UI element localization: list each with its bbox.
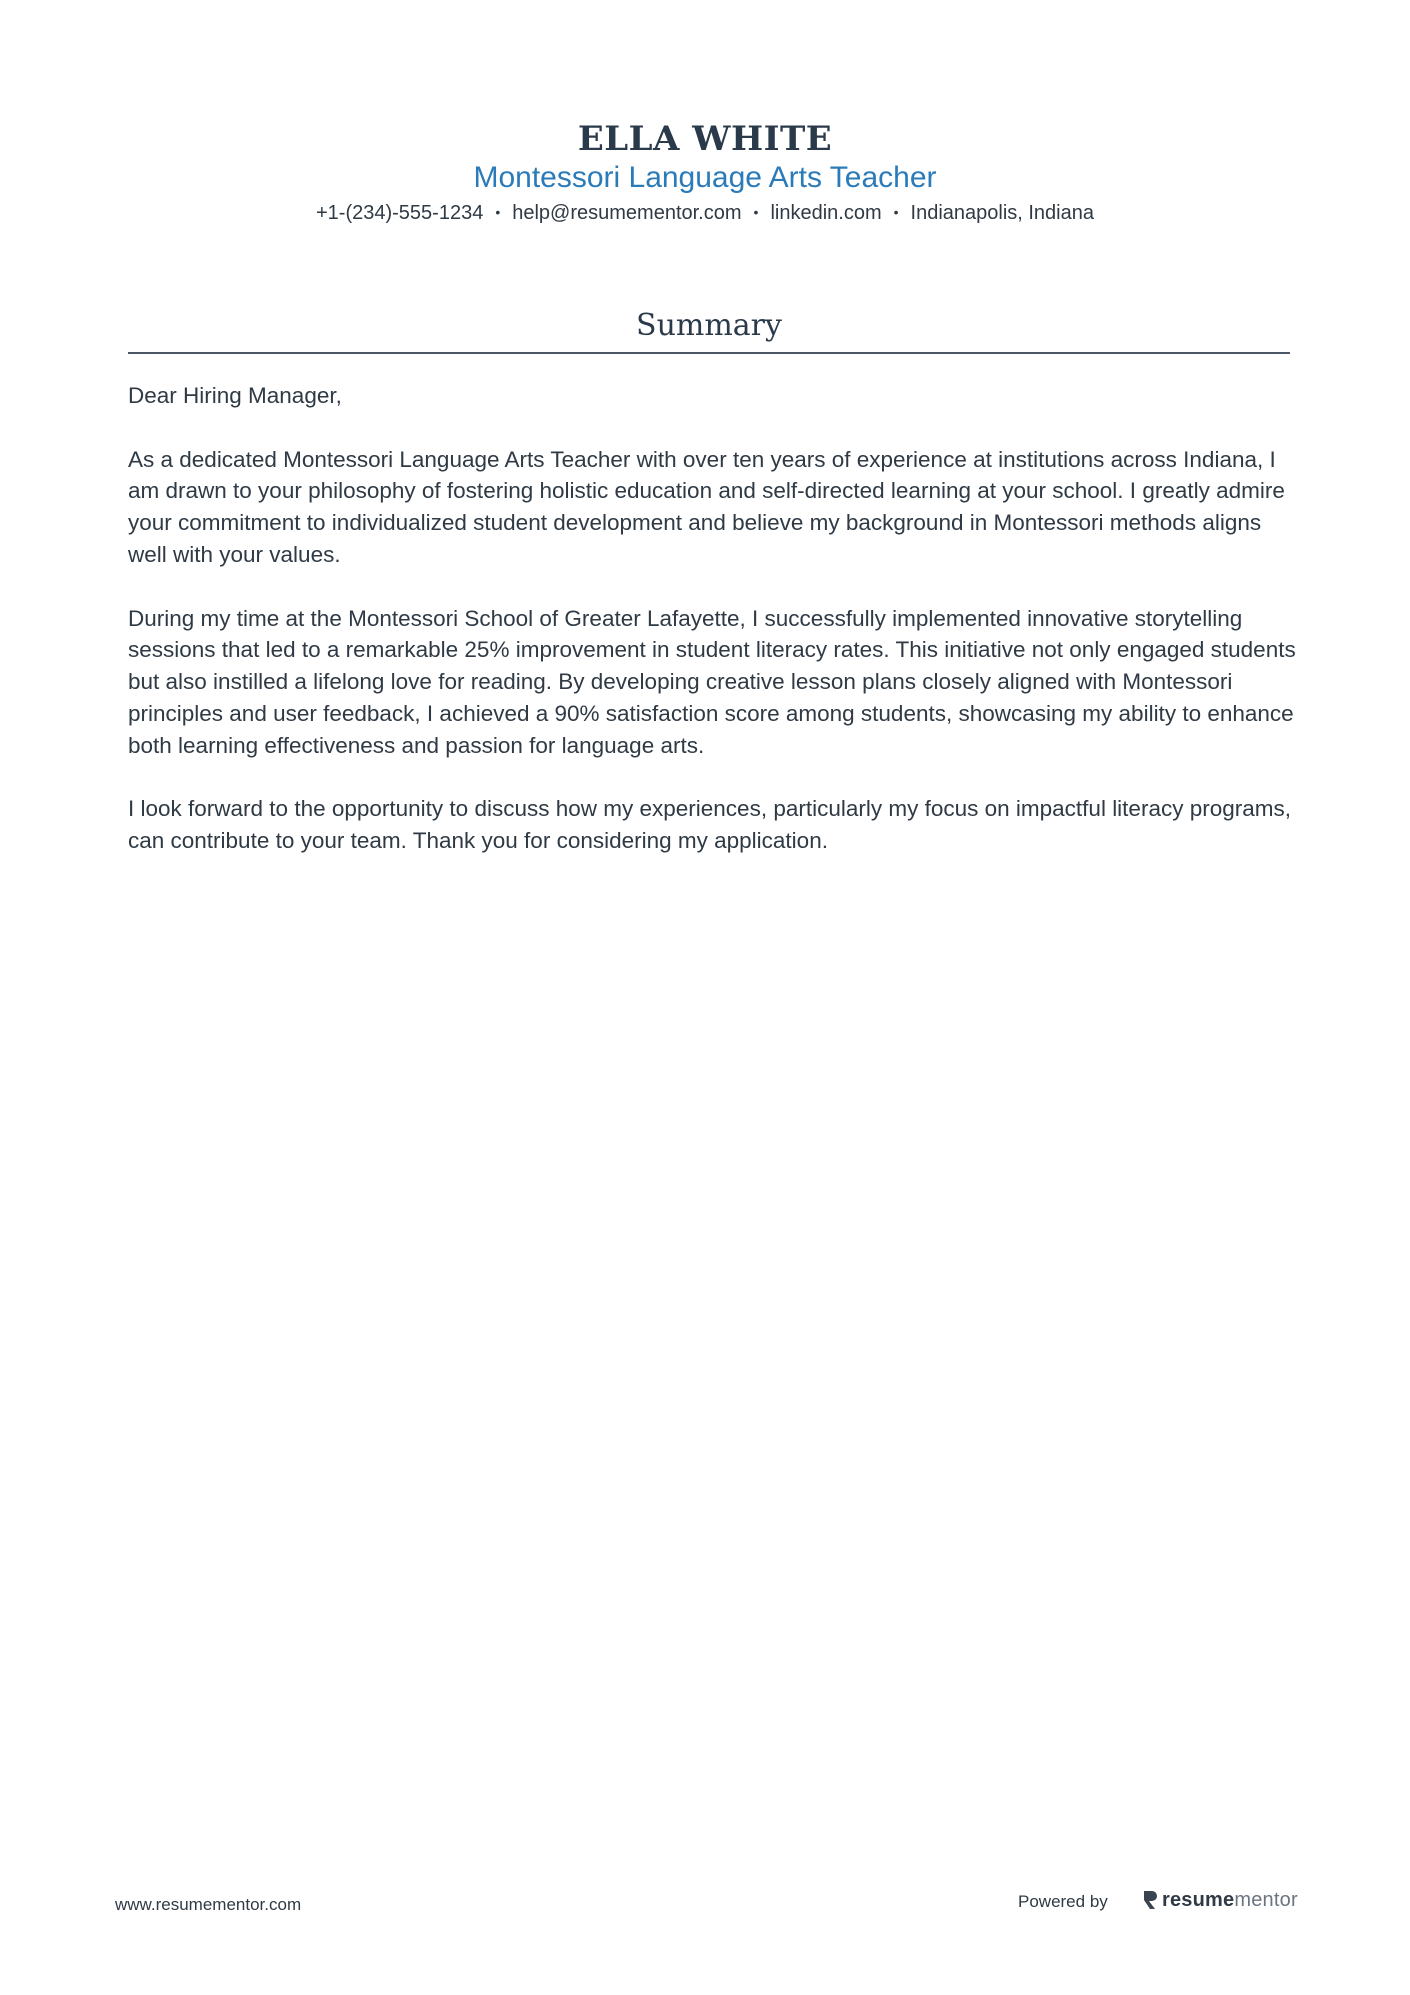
logo-text-bold: resume	[1162, 1888, 1235, 1911]
footer-powered-by: Powered by	[1018, 1892, 1108, 1911]
candidate-name: ELLA WHITE	[577, 119, 833, 159]
contact-line	[0, 198, 1410, 227]
resumementor-logo-icon	[1142, 1889, 1158, 1911]
contact-phone: +1-(234)-555-1234	[315, 202, 484, 224]
contact-separator: •	[495, 204, 501, 220]
section-title-summary: Summary	[636, 308, 782, 343]
contact-separator: •	[893, 204, 899, 220]
logo-text-light: mentor	[1234, 1888, 1298, 1911]
contact-location: Indianapolis, Indiana	[910, 202, 1094, 224]
logo-wordmark	[1162, 1889, 1298, 1912]
section-divider	[128, 352, 1290, 354]
letter-body	[128, 380, 1298, 889]
header	[0, 118, 1410, 227]
letter-paragraph: As a dedicated Montessori Language Arts Teacher with over ten years of experience at institutions across Indiana, I am drawn to your philosophy of fostering holistic education and self-directed learning at your school. I greatly admire your commitment to individualized student development and believe my background in Montessori methods aligns well with your values.	[128, 446, 1285, 567]
letter-greeting: Dear Hiring Manager,	[128, 383, 342, 408]
contact-linkedin[interactable]: linkedin.com	[770, 202, 882, 224]
letter-paragraph: During my time at the Montessori School of Greater Lafayette, I successfully implemented innovative storytelling sessions that led to a remarkable 25% improvement in student literacy rates. This initiative not only engaged students but also instilled a lifelong love for reading. By developing creative lesson plans closely aligned with Montessori principles and user feedback, I achieved a 90% satisfaction score among students, showcasing my ability to enhance both learning effectiveness and passion for language arts.	[128, 605, 1296, 758]
letter-paragraph: I look forward to the opportunity to discuss how my experiences, particularly my focus on impactful literacy programs, can contribute to your team. Thank you for considering my application.	[128, 796, 1291, 854]
contact-email[interactable]: help@resumementor.com	[512, 202, 742, 224]
footer-website-link[interactable]: www.resumementor.com	[115, 1895, 302, 1914]
resumementor-logo[interactable]	[1142, 1885, 1298, 1915]
contact-separator: •	[753, 204, 759, 220]
job-title: Montessori Language Arts Teacher	[473, 161, 937, 194]
